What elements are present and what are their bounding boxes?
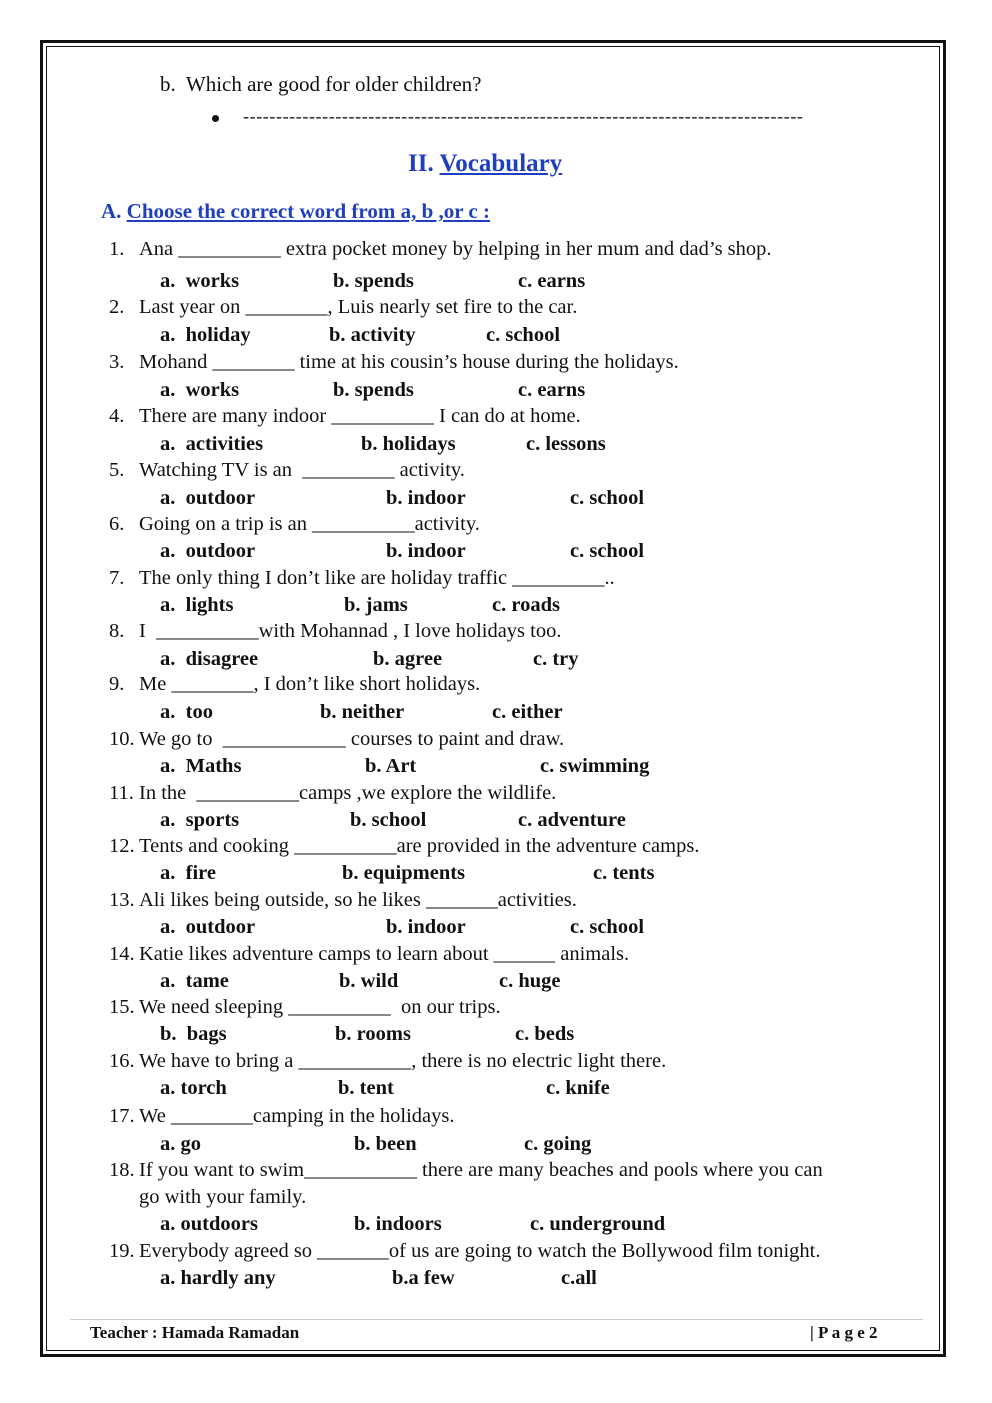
option-a[interactable]: a. go <box>160 1133 201 1155</box>
question-number: 10. <box>109 728 135 750</box>
option-b[interactable]: b. activity <box>329 324 416 346</box>
option-a[interactable]: a. outdoor <box>160 540 256 562</box>
question-number: 9. <box>109 673 125 695</box>
question-number: 16. <box>109 1050 135 1072</box>
question-number: 19. <box>109 1240 135 1262</box>
option-c[interactable]: c. going <box>524 1133 592 1155</box>
question-text: I __________with Mohannad , I love holidays too. <box>139 620 562 642</box>
option-a[interactable]: a. torch <box>160 1077 227 1099</box>
option-b[interactable]: b.a few <box>392 1267 455 1289</box>
option-b[interactable]: b. spends <box>333 270 414 292</box>
option-a[interactable]: a. activities <box>160 433 264 455</box>
question-text: Katie likes adventure camps to learn about ______ animals. <box>139 943 630 965</box>
question-text: Ali likes being outside, so he likes _______activities. <box>139 889 577 911</box>
option-a[interactable]: a. too <box>160 701 213 723</box>
option-a[interactable]: a. hardly any <box>160 1267 276 1289</box>
question-number: 5. <box>109 459 125 481</box>
question-text: We go to ____________ courses to paint and draw. <box>139 728 565 750</box>
option-a[interactable]: a. works <box>160 270 240 292</box>
question-text: Watching TV is an _________ activity. <box>139 459 465 481</box>
question-text: Ana __________ extra pocket money by helping in her mum and dad’s shop. <box>139 238 772 260</box>
question-number: 3. <box>109 351 125 373</box>
option-b[interactable]: b. spends <box>333 379 414 401</box>
option-b[interactable]: b. indoor <box>386 916 466 938</box>
question-text: Last year on ________, Luis nearly set fire to the car. <box>139 296 578 318</box>
top-question <box>160 72 482 97</box>
option-c[interactable]: c. try <box>533 648 579 670</box>
question-text: If you want to swim___________ there are many beaches and pools where you can <box>139 1159 823 1181</box>
question-number: 6. <box>109 513 125 535</box>
option-a[interactable]: a. outdoors <box>160 1213 258 1235</box>
question-number: 15. <box>109 996 135 1018</box>
option-b[interactable]: b. equipments <box>342 862 466 884</box>
option-c[interactable]: c. earns <box>518 270 586 292</box>
question-text: Me ________, I don’t like short holidays. <box>139 673 481 695</box>
question-text: We ________camping in the holidays. <box>139 1105 455 1127</box>
option-a[interactable]: a. disagree <box>160 648 259 670</box>
question-text: There are many indoor __________ I can do at home. <box>139 405 581 427</box>
option-a[interactable]: a. works <box>160 379 240 401</box>
top-question-label: b. <box>160 72 176 96</box>
option-a[interactable]: a. outdoor <box>160 916 256 938</box>
question-text: Everybody agreed so _______of us are going to watch the Bollywood film tonight. <box>139 1240 821 1262</box>
option-c[interactable]: c. swimming <box>540 755 650 777</box>
option-c[interactable]: c. school <box>570 916 645 938</box>
option-b[interactable]: b. been <box>354 1133 417 1155</box>
question-text: Tents and cooking __________are provided in the adventure camps. <box>139 835 700 857</box>
section-numeral: II. <box>408 150 434 177</box>
answer-line: ------------------------------------------------------------------------------------- <box>243 106 804 126</box>
question-text: Going on a trip is an __________activity. <box>139 513 480 535</box>
option-c[interactable]: c. adventure <box>518 809 626 831</box>
option-b[interactable]: b. indoors <box>354 1213 442 1235</box>
question-text: The only thing I don’t like are holiday traffic _________.. <box>139 567 615 589</box>
question-text-continued: go with your family. <box>139 1186 307 1208</box>
option-a[interactable]: a. Maths <box>160 755 242 777</box>
question-number: 7. <box>109 567 125 589</box>
option-b[interactable]: b. indoor <box>386 487 466 509</box>
footer-teacher: Teacher : Hamada Ramadan <box>90 1323 300 1342</box>
option-a[interactable]: a. holiday <box>160 324 251 346</box>
section-title <box>408 150 562 178</box>
option-b[interactable]: b. school <box>350 809 427 831</box>
option-c[interactable]: c. school <box>570 487 645 509</box>
question-number: 18. <box>109 1159 135 1181</box>
part-heading <box>101 199 490 224</box>
question-number: 11. <box>109 782 134 804</box>
option-c[interactable]: c. tents <box>593 862 655 884</box>
part-instruction: Choose the correct word from a, b ,or c : <box>126 199 490 223</box>
option-c[interactable]: c. knife <box>546 1077 610 1099</box>
question-number: 8. <box>109 620 125 642</box>
bullet-icon <box>212 115 219 122</box>
top-question-text: Which are good for older children? <box>185 72 482 96</box>
option-c[interactable]: c. roads <box>492 594 560 616</box>
question-number: 4. <box>109 405 125 427</box>
question-number: 14. <box>109 943 135 965</box>
question-number: 17. <box>109 1105 135 1127</box>
question-number: 13. <box>109 889 135 911</box>
option-a[interactable]: a. sports <box>160 809 240 831</box>
option-c[interactable]: c. beds <box>515 1023 575 1045</box>
question-number: 1. <box>109 238 125 260</box>
option-a[interactable]: a. outdoor <box>160 487 256 509</box>
option-b[interactable]: b. tent <box>338 1077 394 1099</box>
option-a[interactable]: b. bags <box>160 1023 227 1045</box>
option-b[interactable]: b. holidays <box>361 433 456 455</box>
option-c[interactable]: c. school <box>570 540 645 562</box>
option-a[interactable]: a. tame <box>160 970 229 992</box>
option-b[interactable]: b. rooms <box>335 1023 411 1045</box>
option-b[interactable]: b. jams <box>344 594 408 616</box>
option-c[interactable]: c. school <box>486 324 561 346</box>
option-c[interactable]: c. huge <box>499 970 561 992</box>
question-text: We need sleeping __________ on our trips. <box>139 996 501 1018</box>
option-b[interactable]: b. Art <box>365 755 417 777</box>
option-a[interactable]: a. lights <box>160 594 234 616</box>
option-c[interactable]: c. either <box>492 701 563 723</box>
option-b[interactable]: b. wild <box>339 970 399 992</box>
question-number: 12. <box>109 835 135 857</box>
question-number: 2. <box>109 296 125 318</box>
option-c[interactable]: c.all <box>561 1267 597 1289</box>
option-c[interactable]: c. lessons <box>526 433 606 455</box>
question-text: In the __________camps ,we explore the wildlife. <box>139 782 557 804</box>
section-title-text: Vocabulary <box>439 150 563 177</box>
option-b[interactable]: b. agree <box>373 648 443 670</box>
question-text: Mohand ________ time at his cousin’s house during the holidays. <box>139 351 679 373</box>
option-a[interactable]: a. fire <box>160 862 216 884</box>
option-b[interactable]: b. neither <box>320 701 405 723</box>
option-c[interactable]: c. underground <box>530 1213 666 1235</box>
question-text: We have to bring a ___________, there is no electric light there. <box>139 1050 667 1072</box>
footer-page: | P a g e 2 <box>810 1323 878 1342</box>
option-c[interactable]: c. earns <box>518 379 586 401</box>
part-letter: A. <box>101 199 122 223</box>
option-b[interactable]: b. indoor <box>386 540 466 562</box>
footer-divider <box>70 1319 923 1320</box>
